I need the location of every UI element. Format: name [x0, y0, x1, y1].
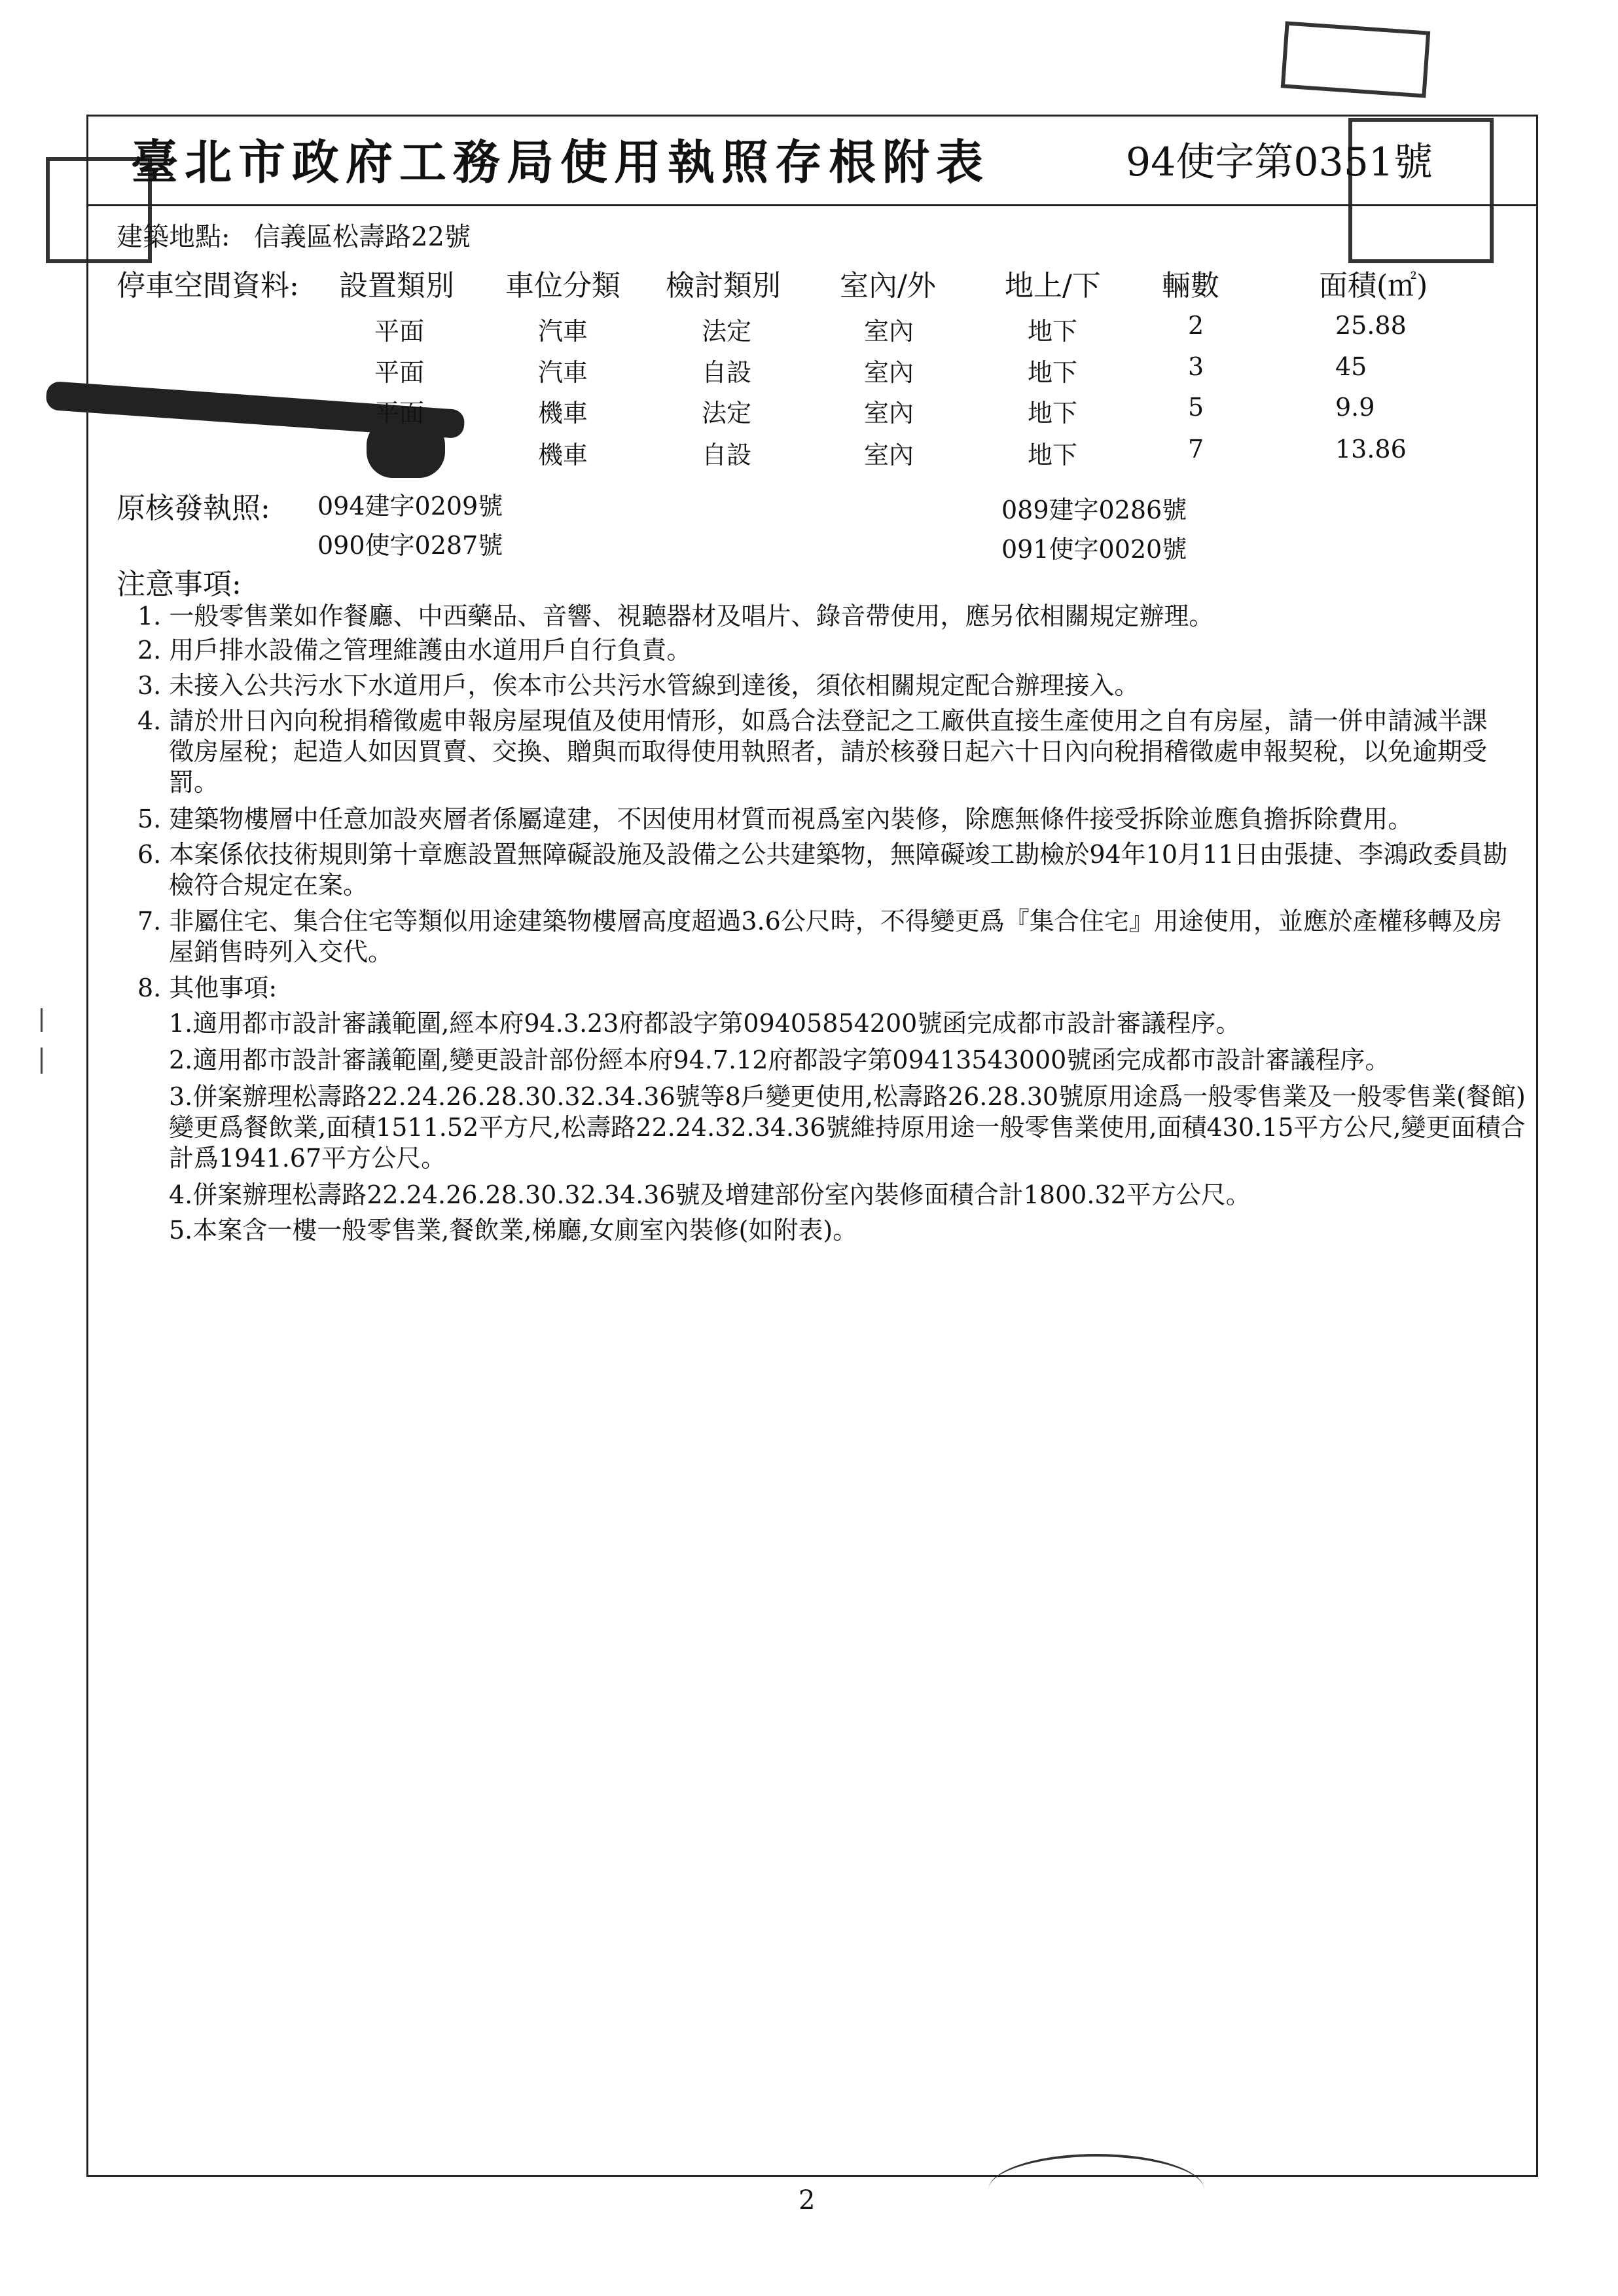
table-cell: 汽車 [538, 317, 588, 346]
table-cell: 平面 [374, 399, 425, 428]
table-cell: 2 [1188, 311, 1204, 340]
table-cell: 室內 [864, 399, 914, 428]
column-header: 面積(㎡) [1319, 269, 1428, 302]
table-cell: 3 [1188, 352, 1204, 381]
note-item: 1. 一般零售業如作餐廳、中西藥品、音響、視聽器材及唱片、錄音帶使用，應另依相關規定辦理。 [137, 602, 1214, 630]
note-item: 6. 本案係依技術規則第十章應設置無障礙設施及設備之公共建築物，無障礙竣工勘檢於94年10月11日由張捷、李鴻政委員勘檢符合規定在案。 [137, 840, 1508, 900]
table-cell: 機車 [538, 441, 588, 469]
other-item: 4.併案辦理松壽路22.24.26.28.30.32.34.36號及增建部份室內裝修面積合計1800.32平方公尺。 [169, 1180, 1251, 1209]
document-title: 臺北市政府工務局使用執照存根附表 [131, 134, 990, 190]
table-cell: 汽車 [538, 358, 588, 387]
notes-heading: 注意事項: [117, 568, 242, 601]
margin-mark [41, 1008, 43, 1032]
column-header: 檢討類別 [666, 269, 781, 302]
permit-number: 090使字0287號 [317, 531, 503, 560]
other-item: 2.適用都市設計審議範圍,變更設計部份經本府94.7.12府都設字第09413543000號函完成都市設計審議程序。 [169, 1046, 1390, 1074]
table-cell: 法定 [702, 317, 752, 346]
other-item: 1.適用都市設計審議範圍,經本府94.3.23府都設字第09405854200號函完成都市設計審議程序。 [169, 1009, 1241, 1038]
table-cell: 自設 [702, 358, 752, 387]
other-item: 3.併案辦理松壽路22.24.26.28.30.32.34.36號等8戶變更使用,松壽路26.28.30號原用途爲一般零售業及一般零售業(餐館)變更爲餐飲業,面積1511.52平方尺,松壽路22.24.32.34.36號維持原用途一般零售業使用,面積430.15平方公尺,變更面積合計爲1941.67平方公尺。 [169, 1082, 1526, 1173]
table-cell: 5 [1188, 393, 1204, 422]
table-cell: 機車 [538, 399, 588, 428]
column-header: 室內/外 [840, 269, 936, 302]
table-cell: 25.88 [1335, 311, 1407, 340]
table-cell: 平面 [374, 317, 425, 346]
table-cell: 7 [1188, 435, 1204, 464]
table-cell: 地下 [1028, 317, 1078, 346]
table-cell: 平面 [374, 358, 425, 387]
note-item: 7. 非屬住宅、集合住宅等類似用途建築物樓層高度超過3.6公尺時，不得變更爲『集合住宅』用途使用，並應於產權移轉及房屋銷售時列入交代。 [137, 907, 1502, 966]
note-item: 5. 建築物樓層中任意加設夾層者係屬違建，不因使用材質而視爲室內裝修，除應無條件接受拆除並應負擔拆除費用。 [137, 805, 1413, 833]
table-cell: 法定 [702, 399, 752, 428]
table-cell: 地下 [1028, 399, 1078, 428]
other-item: 5.本案含一樓一般零售業,餐飲業,梯廳,女廁室內裝修(如附表)。 [169, 1216, 858, 1245]
table-cell: 室內 [864, 441, 914, 469]
permit-number: 089建字0286號 [1001, 496, 1187, 524]
document-number: 94使字第0351號 [1126, 139, 1433, 185]
note-item: 8. 其他事項: [137, 974, 278, 1002]
column-header: 設置類別 [339, 269, 454, 302]
column-header: 輛數 [1162, 269, 1219, 302]
parking-label: 停車空間資料: [117, 269, 299, 302]
site-value: 信義區松壽路22號 [254, 222, 471, 252]
top-right-stamp [1281, 21, 1431, 98]
original-permits-label: 原核發執照: [117, 492, 270, 525]
table-cell: 室內 [864, 317, 914, 346]
footer-seal-stamp [988, 2154, 1204, 2226]
table-cell: 地下 [1028, 441, 1078, 469]
table-cell: 室內 [864, 358, 914, 387]
site-label: 建築地點: [117, 222, 230, 252]
permit-number: 091使字0020號 [1001, 535, 1187, 564]
column-header: 地上/下 [1005, 269, 1101, 302]
note-item: 2. 用戶排水設備之管理維護由水道用戶自行負責。 [137, 636, 692, 665]
note-item: 3. 未接入公共污水下水道用戶，俟本市公共污水管線到達後，須依相關規定配合辦理接入。 [137, 671, 1140, 700]
table-cell: 9.9 [1335, 393, 1375, 422]
table-cell: 13.86 [1335, 435, 1407, 464]
table-cell: 地下 [1028, 358, 1078, 387]
table-cell: 自設 [702, 441, 752, 469]
note-item: 4. 請於卅日內向稅捐稽徵處申報房屋現值及使用情形，如爲合法登記之工廠供直接生產使用之自有房屋，請一併申請減半課徵房屋稅；起造人如因買賣、交換、贈與而取得使用執照者，請於核發日起六十日內向稅捐稽徵處申報契稅，以免逾期受罰。 [137, 706, 1488, 797]
page-number: 2 [799, 2185, 816, 2215]
table-cell: 45 [1335, 352, 1367, 381]
permit-number: 094建字0209號 [317, 492, 503, 520]
column-header: 車位分類 [505, 269, 620, 302]
title-rule [86, 204, 1538, 206]
margin-mark [41, 1048, 43, 1074]
